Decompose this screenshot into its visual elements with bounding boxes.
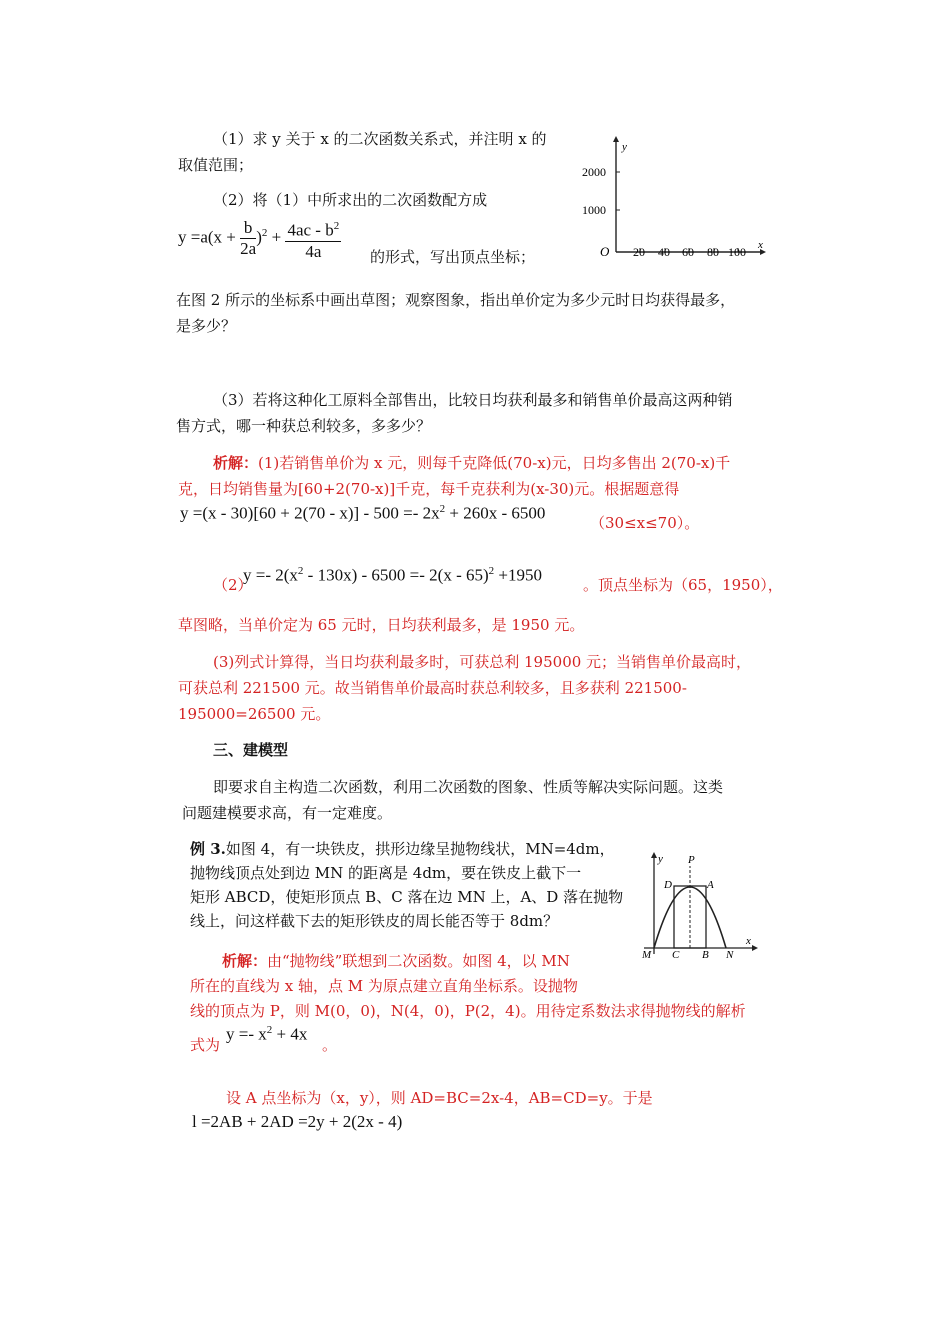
section-intro-line-1: 即要求自主构造二次函数，利用二次函数的图象、性质等解决实际问题。这类 bbox=[213, 778, 724, 796]
analysis-4-line-2: 所在的直线为 x 轴，点 M 为原点建立直角坐标系。设抛物 bbox=[190, 977, 578, 995]
exponent: 2 bbox=[333, 220, 340, 232]
point-label-n: N bbox=[726, 949, 734, 960]
point-label-a: A bbox=[707, 879, 714, 891]
equation-text: - 130x) - 6500 =- 2(x - 65) bbox=[303, 565, 489, 585]
analysis-text: 由“抛物线”联想到二次函数。如图 4，以 MN bbox=[267, 952, 570, 970]
figure-2-axes bbox=[578, 128, 768, 268]
close-paren: ) bbox=[256, 227, 262, 247]
analysis-1-line-2: 克，日均销售量为[60+2(70-x)]千克，每千克获利为(x-30)元。根据题意得 bbox=[178, 480, 680, 498]
fraction-b-over-2a bbox=[240, 218, 256, 259]
analysis-2-tail: 。顶点坐标为（65，1950）， bbox=[583, 576, 783, 594]
example-3-line-2: 抛物线顶点处到边 MN 的距离是 4dm，要在铁皮上截下一 bbox=[190, 864, 582, 882]
example-3-line-1 bbox=[190, 838, 615, 859]
question-1-line-1: （1）求 y 关于 x 的二次函数关系式，并注明 x 的 bbox=[213, 130, 547, 148]
point-label-c: C bbox=[672, 949, 680, 960]
vertex-form-lhs: y =a(x + bbox=[178, 227, 236, 247]
equation-text: y =(x - 30)[60 + 2(70 - x)] - 500 =- 2x bbox=[180, 503, 440, 523]
figure-4-parabola bbox=[636, 846, 760, 960]
equation-1-range: （30≤x≤70）。 bbox=[590, 514, 700, 532]
equation-2 bbox=[243, 565, 542, 586]
equation-text: y =- 2(x bbox=[243, 565, 298, 585]
section-heading: 三、建模型 bbox=[213, 741, 289, 759]
analysis-3-line-2: 可获总利 221500 元。故当销售单价最高时获总利较多，且多获利 221500- bbox=[178, 679, 687, 697]
fraction-numerator bbox=[285, 216, 341, 242]
question-1-line-2: 取值范围； bbox=[178, 156, 254, 174]
example-3-line-4: 线上，问这样截下去的矩形铁皮的周长能否等于 8dm？ bbox=[190, 912, 559, 930]
numerator-text: 4ac - b bbox=[287, 220, 334, 240]
analysis-5-line: 设 A 点坐标为（x，y），则 AD=BC=2x-4，AB=CD=y。于是 bbox=[226, 1089, 653, 1107]
analysis-2-prefix: （2） bbox=[213, 576, 253, 594]
x-tick-label: 100 bbox=[728, 245, 746, 259]
analysis-4-line-4-prefix: 式为 bbox=[190, 1036, 221, 1054]
analysis-label: 析解： bbox=[213, 454, 259, 472]
section-intro-line-2: 问题建模要求高，有一定难度。 bbox=[182, 804, 393, 822]
question-3-line-1: （3）若将这种化工原料全部售出，比较日均获利最多和销售单价最高这两种销 bbox=[213, 391, 733, 409]
analysis-1-line-1 bbox=[213, 452, 730, 473]
x-axis-label: x bbox=[746, 935, 751, 947]
analysis-label: 析解： bbox=[222, 952, 268, 970]
analysis-4-line-1 bbox=[222, 950, 570, 971]
y-tick-label: 2000 bbox=[582, 165, 606, 179]
example-text: 如图 4，有一块铁皮，拱形边缘呈抛物线状，MN=4dm， bbox=[225, 840, 615, 858]
fraction-constant-term bbox=[285, 216, 341, 262]
equation-text: + 260x - 6500 bbox=[445, 503, 546, 523]
exponent: 2 bbox=[488, 565, 495, 577]
exponent: 2 bbox=[439, 503, 446, 515]
exponent: 2 bbox=[261, 227, 268, 240]
vertex-form-equation bbox=[178, 216, 341, 262]
y-tick-label: 1000 bbox=[582, 203, 606, 217]
point-label-d: D bbox=[664, 879, 672, 891]
analysis-text: (1)若销售单价为 x 元，则每千克降低(70-x)元，日均多售出 2(70-x)千 bbox=[258, 454, 731, 472]
question-2-line-4: 是多少？ bbox=[176, 317, 237, 335]
point-label-m: M bbox=[642, 949, 652, 960]
question-2-line-1: （2）将（1）中所求出的二次函数配方成 bbox=[213, 191, 488, 209]
y-axis-label: y bbox=[622, 141, 627, 153]
question-3-line-2: 售方式，哪一种获总利较多，多多少？ bbox=[176, 417, 432, 435]
x-tick-label: 20 bbox=[633, 245, 645, 259]
equation-3 bbox=[226, 1024, 307, 1045]
equation-text: +1950 bbox=[494, 565, 542, 585]
fraction-numerator: b bbox=[240, 218, 256, 239]
x-tick-label: 80 bbox=[707, 245, 719, 259]
point-label-b: B bbox=[702, 949, 709, 960]
question-2-line-3: 在图 2 所示的坐标系中画出草图；观察图象，指出单价定为多少元时日均获得最多， bbox=[176, 291, 736, 309]
plus-sign: + bbox=[271, 227, 282, 247]
fraction-denominator: 2a bbox=[240, 239, 257, 259]
question-2-tail: 的形式，写出顶点坐标； bbox=[370, 248, 536, 266]
point-label-p: P bbox=[688, 854, 695, 866]
exponent: 2 bbox=[297, 565, 304, 577]
equation-text: + 4x bbox=[272, 1024, 308, 1044]
example-3-line-3: 矩形 ABCD，使矩形顶点 B、C 落在边 MN 上，A、D 落在抛物 bbox=[190, 888, 624, 906]
x-tick-label: 60 bbox=[682, 245, 694, 259]
origin-label: O bbox=[600, 244, 610, 259]
fraction-denominator: 4a bbox=[305, 241, 322, 261]
analysis-4-line-3: 线的顶点为 P，则 M(0，0)，N(4，0)，P(2，4)。用待定系数法求得抛物线的解析 bbox=[190, 1002, 746, 1020]
analysis-3-line-3: 195000=26500 元。 bbox=[178, 705, 331, 723]
analysis-4-line-4-tail: 。 bbox=[322, 1036, 338, 1054]
equation-4: l =2AB + 2AD =2y + 2(2x - 4) bbox=[192, 1112, 403, 1131]
x-tick-label: 40 bbox=[658, 245, 670, 259]
x-axis-label: x bbox=[758, 239, 763, 251]
y-axis-label: y bbox=[658, 853, 663, 865]
equation-1 bbox=[180, 503, 545, 524]
example-label: 例 3. bbox=[190, 840, 226, 858]
analysis-3-line-1: (3)列式计算得，当日均获利最多时，可获总利 195000 元；当销售单价最高时， bbox=[213, 653, 752, 671]
equation-text: y =- x bbox=[226, 1024, 267, 1044]
exponent: 2 bbox=[266, 1024, 273, 1036]
analysis-2-line-2: 草图略，当单价定为 65 元时，日均获利最多，是 1950 元。 bbox=[178, 616, 585, 634]
